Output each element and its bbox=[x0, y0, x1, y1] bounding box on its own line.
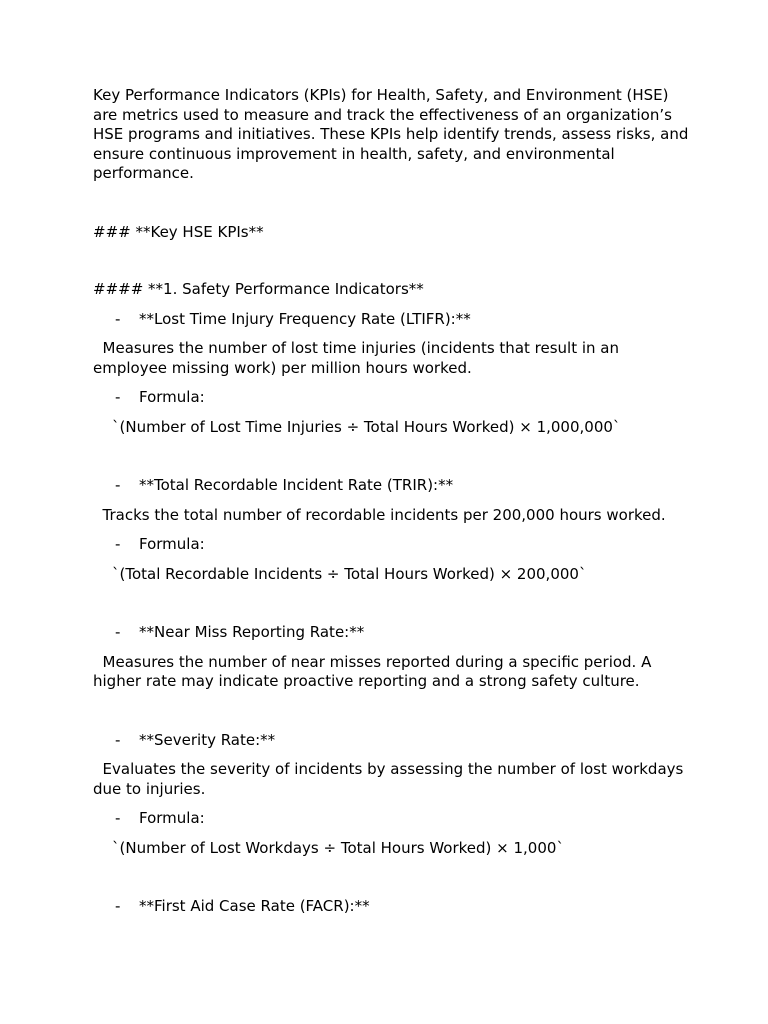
intro-paragraph: Key Performance Indicators (KPIs) for Health, Safety, and Environment (HSE) are metrics used to measure and track the effectiveness of an organization’s HSE programs and initiatives. These KPIs help identify trends, assess risks, and ensure continuous improvement in health, safety, and environmental performance. bbox=[93, 86, 689, 182]
kpi-ltifr-formula-label bbox=[93, 388, 693, 408]
kpi-title-text: **Near Miss Reporting Rate:** bbox=[139, 623, 365, 641]
kpi-title-text: **First Aid Case Rate (FACR):** bbox=[139, 897, 370, 915]
kpi-severity-formula-label bbox=[93, 809, 693, 829]
key-hse-kpis-heading: ### **Key HSE KPIs** bbox=[93, 222, 264, 241]
bullet-dash: - bbox=[115, 388, 121, 406]
bullet-dash: - bbox=[115, 535, 121, 553]
formula-label: Formula: bbox=[139, 388, 205, 406]
kpi-title-text: **Lost Time Injury Frequency Rate (LTIFR):** bbox=[139, 309, 471, 328]
bullet-dash: - bbox=[115, 309, 121, 328]
kpi-trir-title bbox=[93, 476, 693, 496]
safety-performance-heading: #### **1. Safety Performance Indicators** bbox=[93, 280, 424, 298]
formula-label: Formula: bbox=[139, 809, 205, 827]
bullet-dash: - bbox=[115, 897, 121, 915]
kpi-trir-formula: `(Total Recordable Incidents ÷ Total Hours Worked) × 200,000` bbox=[112, 564, 587, 583]
bullet-dash: - bbox=[115, 476, 121, 494]
kpi-severity-description: Evaluates the severity of incidents by assessing the number of lost workdays due to injuries. bbox=[93, 760, 689, 798]
kpi-ltifr-formula: `(Number of Lost Time Injuries ÷ Total Hours Worked) × 1,000,000` bbox=[112, 417, 621, 436]
bullet-dash: - bbox=[115, 809, 121, 827]
bullet-dash: - bbox=[115, 623, 121, 641]
bullet-dash: - bbox=[115, 730, 121, 749]
kpi-title-text: **Total Recordable Incident Rate (TRIR):** bbox=[139, 476, 454, 494]
kpi-ltifr-title bbox=[93, 310, 693, 330]
kpi-trir-description: Tracks the total number of recordable incidents per 200,000 hours worked. bbox=[93, 505, 666, 524]
kpi-title-text: **Severity Rate:** bbox=[139, 730, 276, 749]
document-page bbox=[93, 86, 693, 927]
kpi-severity-formula: `(Number of Lost Workdays ÷ Total Hours Worked) × 1,000` bbox=[112, 838, 564, 857]
formula-label: Formula: bbox=[139, 535, 205, 553]
kpi-severity-title bbox=[93, 731, 693, 751]
kpi-facr-title bbox=[93, 897, 693, 917]
kpi-near-miss-title bbox=[93, 623, 693, 643]
kpi-trir-formula-label bbox=[93, 535, 693, 555]
kpi-ltifr-description: Measures the number of lost time injuries (incidents that result in an employee missing work) per million hours worked. bbox=[93, 339, 624, 377]
kpi-near-miss-description: Measures the number of near misses reported during a specific period. A higher rate may indicate proactive reporting and a strong safety culture. bbox=[93, 652, 657, 690]
